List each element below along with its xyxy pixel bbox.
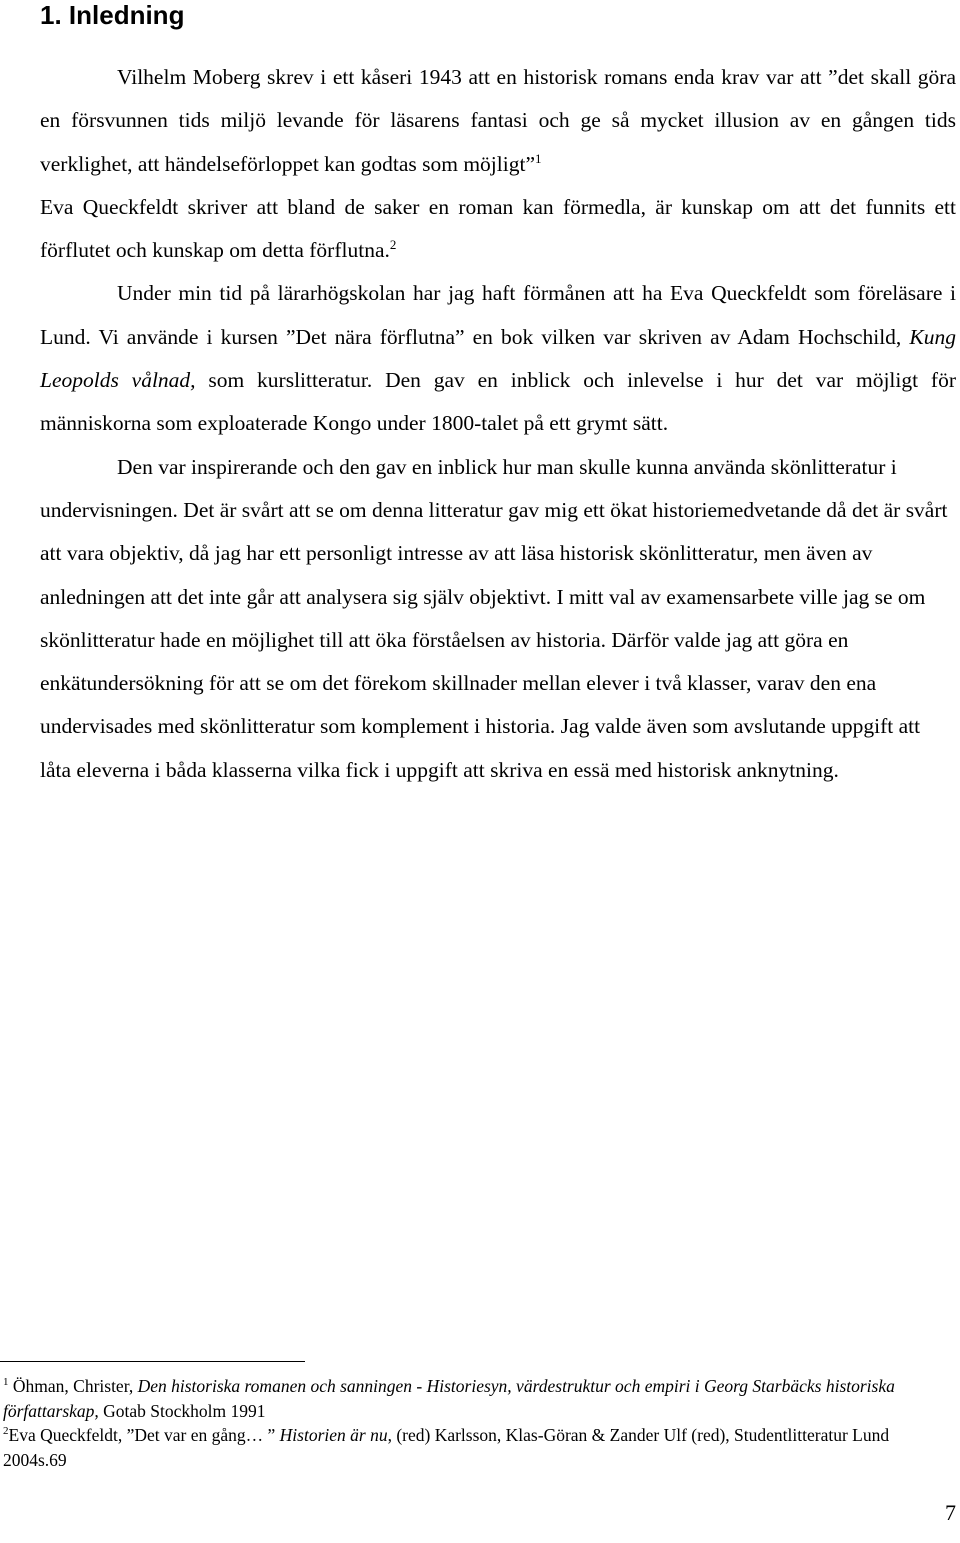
section-heading: 1. Inledning <box>40 0 185 30</box>
paragraph-1 <box>40 56 956 186</box>
book-title: Kung Leopolds vålnad, <box>40 324 956 393</box>
footnote-ref-2: 2 <box>389 237 397 253</box>
footnote-ref-1: 1 <box>534 150 542 166</box>
paragraph-4-text: Den var inspirerande och den gav en inblick hur man skulle kunna använda skönlitteratur i undervisningen. Det är svårt att se om denna litteratur gav mig ett ökat historiemedvetande då det är svårt att vara objektiv, då jag har ett personligt intresse av att läsa historisk skönlitteratur, men även av anledningen att det inte går att analysera sig själv objektivt. I mitt val av examensarbete ville jag se om skönlitteratur hade en möjlighet till att öka förståelsen av historia. Därför valde jag att göra en enkätundersökning för att se om det förekom skillnader mellan elever i två klasser, varav den ena undervisades med skönlitteratur som komplement i historia. Jag valde även som avslutande uppgift att låta eleverna i båda klasserna vilka fick i uppgift att skriva en essä med historisk anknytning. <box>40 454 948 782</box>
paragraph-2 <box>40 186 956 273</box>
paragraph-1-text: Vilhelm Moberg skrev i ett kåseri 1943 att en historisk romans enda krav var att ”det skall göra en försvunnen tids miljö levande för läsarens fantasi och ge så mycket illusion av en gången tids verklighet, att händelseförloppet kan godtas som möjligt” <box>40 65 956 176</box>
footnote-2-number: 2 <box>3 1425 9 1437</box>
body-text <box>40 56 956 792</box>
footnote-divider <box>0 1361 305 1362</box>
footnotes <box>3 1374 933 1472</box>
paragraph-3 <box>40 272 956 445</box>
footnote-1-text-b: Gotab Stockholm 1991 <box>98 1400 266 1421</box>
footnote-2-title: Historien är nu <box>279 1425 388 1445</box>
paragraph-2-text: Eva Queckfeldt skriver att bland de saker en roman kan förmedla, är kunskap om att det funnits ett förflutet och kunskap om detta förflutna. <box>40 194 956 263</box>
footnote-1-text-a: Öhman, Christer, <box>8 1376 138 1396</box>
paragraph-3-text-a: Under min tid på lärarhögskolan har jag haft förmånen att ha Eva Queckfeldt som föreläsare i Lund. Vi använde i kursen ”Det nära förflutna” en bok vilken var skriven av Adam Hochschild, <box>40 281 956 349</box>
paragraph-3-text-b: som kurslitteratur. Den gav en inblick och inlevelse i hur det var möjligt för människorna som exploaterade Kongo under 1800-talet på ett grymt sätt. <box>40 368 956 436</box>
paragraph-4 <box>40 446 956 792</box>
page-number: 7 <box>945 1500 956 1525</box>
footnote-2-text-b: , (red) Karlsson, Klas-Göran & Zander Ulf (red), Studentlitteratur Lund 2004s.69 <box>3 1425 890 1470</box>
footnote-1 <box>3 1374 933 1423</box>
footnote-1-number: 1 <box>3 1376 9 1388</box>
footnote-2 <box>3 1423 933 1472</box>
footnote-2-text-a: Eva Queckfeldt, ”Det var en gång… ” <box>8 1425 280 1445</box>
footnote-1-title: Den historiska romanen och sanningen - Historiesyn, värdestruktur och empiri i Georg Starbäcks historiska författarskap, <box>3 1376 895 1421</box>
